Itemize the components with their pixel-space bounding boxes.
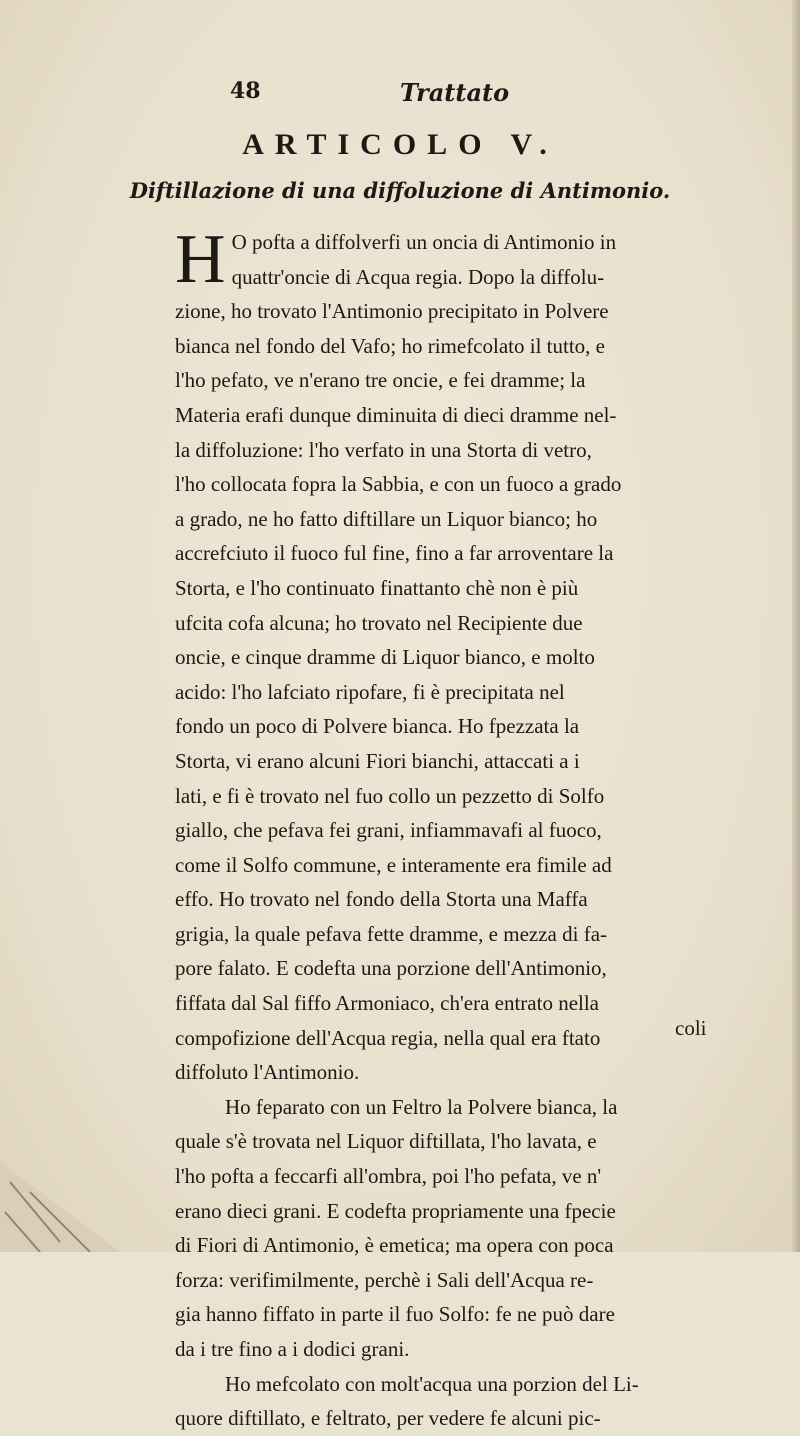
text-line: forza: verifimilmente, perchè i Sali dell'Acqua re- bbox=[175, 1267, 594, 1292]
text-line: bianca nel fondo del Vafo; ho rimefcolato il tutto, e bbox=[175, 333, 605, 358]
text-line: Ho feparato con un Feltro la Polvere bianca, la bbox=[225, 1094, 618, 1119]
text-line: a grado, ne ho fatto diftillare un Liquor bianco; ho bbox=[175, 506, 598, 531]
body-text bbox=[175, 221, 768, 1436]
catchword: coli bbox=[675, 1016, 707, 1040]
text-line: acido: l'ho lafciato ripofare, fi è precipitata nel bbox=[175, 679, 565, 704]
text-line: Storta, vi erano alcuni Fiori bianchi, attaccati a i bbox=[175, 748, 580, 773]
text-line: come il Solfo commune, e interamente era fimile ad bbox=[175, 852, 612, 877]
text-lines bbox=[175, 221, 768, 1436]
text-line: zione, ho trovato l'Antimonio precipitato in Polvere bbox=[175, 299, 609, 324]
text-line: fondo un poco di Polvere bianca. Ho fpezzata la bbox=[175, 714, 580, 739]
drop-cap: H bbox=[175, 221, 226, 298]
text-line: diffoluto l'Antimonio. bbox=[175, 1060, 360, 1085]
text-line: oncie, e cinque dramme di Liquor bianco, e molto bbox=[175, 645, 595, 670]
text-line: quale s'è trovata nel Liquor diftillata, l'ho lavata, e bbox=[175, 1129, 597, 1154]
text-line: effo. Ho trovato nel fondo della Storta una Maffa bbox=[175, 887, 588, 912]
article-subtitle: Diftillazione di una diffoluzione di Antimonio. bbox=[129, 178, 671, 203]
text-line: Ho mefcolato con molt'acqua una porzion del Li- bbox=[225, 1371, 639, 1396]
text-line: Storta, e l'ho continuato finattanto chè non è più bbox=[175, 575, 579, 600]
text-line: giallo, che pefava fei grani, infiammavafi al fuoco, bbox=[175, 818, 602, 843]
page-corner-fold bbox=[0, 1092, 160, 1252]
text-line: Materia erafi dunque diminuita di dieci dramme nel- bbox=[175, 402, 617, 427]
text-line: lati, e fi è trovato nel fuo collo un pezzetto di Solfo bbox=[175, 783, 605, 808]
text-line: di Fiori di Antimonio, è emetica; ma opera con poca bbox=[175, 1233, 614, 1258]
text-line: accrefciuto il fuoco ful fine, fino a far arroventare la bbox=[175, 541, 614, 566]
text-line: O pofta a diffolverfi un oncia di Antimonio in bbox=[231, 230, 617, 254]
text-line: l'ho pofta a feccarfi all'ombra, poi l'ho pefata, ve n' bbox=[175, 1164, 602, 1189]
text-line: erano dieci grani. E codefta propriamente una fpecie bbox=[175, 1198, 616, 1223]
article-title: ARTICOLO V. bbox=[242, 128, 558, 161]
text-line: ufcita cofa alcuna; ho trovato nel Recipiente due bbox=[175, 610, 583, 635]
text-line: l'ho pefato, ve n'erano tre oncie, e fei dramme; la bbox=[175, 368, 586, 393]
text-line: la diffoluzione: l'ho verfato in una Storta di vetro, bbox=[175, 437, 592, 462]
text-line: grigia, la quale pefava fette dramme, e mezza di fa- bbox=[175, 921, 608, 946]
page-header bbox=[230, 78, 590, 110]
text-line: pore falato. E codefta una porzione dell'Antimonio, bbox=[175, 956, 607, 981]
text-line: gia hanno fiffato in parte il fuo Solfo: fe ne può dare bbox=[175, 1302, 615, 1327]
text-line: quore diftillato, e feltrato, per vedere fe alcuni pic- bbox=[175, 1406, 601, 1431]
text-line: quattr'oncie di Acqua regia. Dopo la diffolu- bbox=[231, 264, 605, 289]
text-line: l'ho collocata fopra la Sabbia, e con un fuoco a grado bbox=[175, 472, 622, 497]
text-line: compofizione dell'Acqua regia, nella qual era ftato bbox=[175, 1025, 601, 1050]
text-line: da i tre fino a i dodici grani. bbox=[175, 1337, 410, 1361]
running-head: Trattato bbox=[400, 78, 510, 107]
page-number: 48 bbox=[230, 78, 261, 104]
text-line: fiffata dal Sal fiffo Armoniaco, ch'era entrato nella bbox=[175, 991, 599, 1016]
